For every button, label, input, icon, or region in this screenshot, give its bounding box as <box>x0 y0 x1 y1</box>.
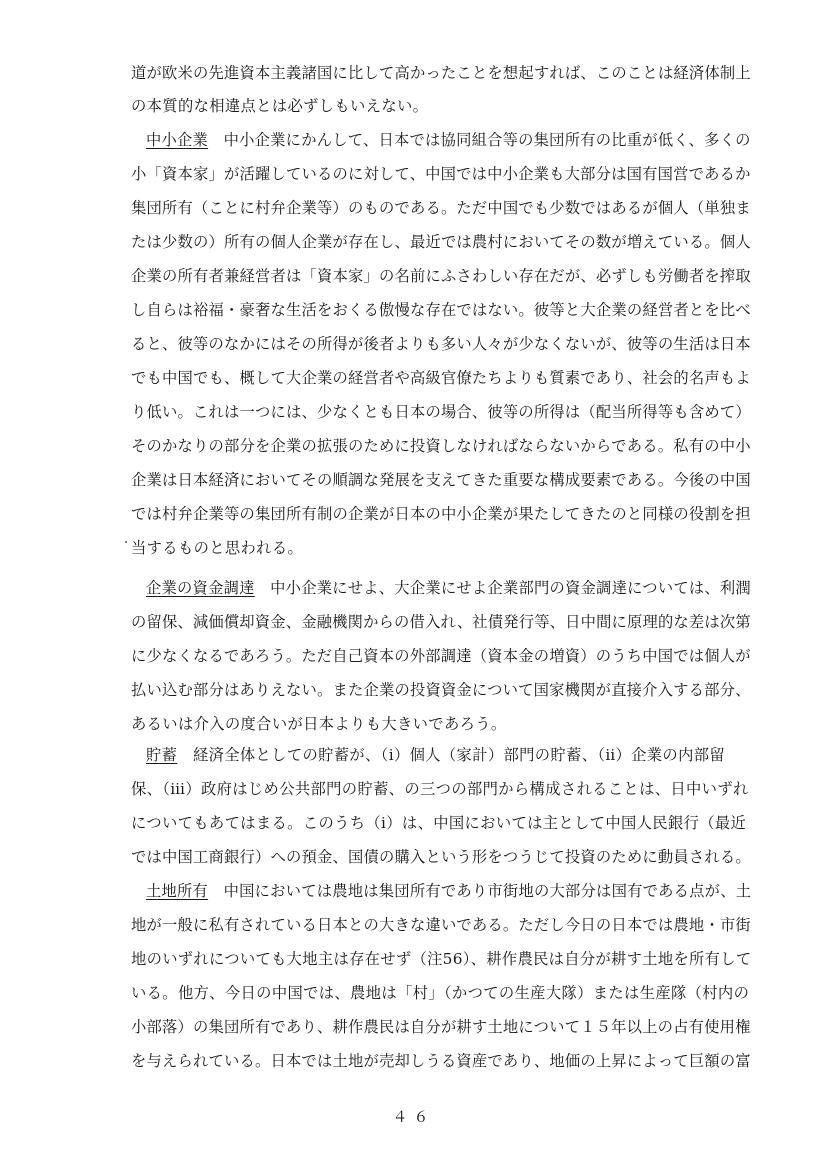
line-text: 中小企業にせよ、大企業にせよ企業部門の資金調達については、利潤 <box>254 579 751 597</box>
text-line <box>131 334 751 354</box>
text-line <box>131 63 751 83</box>
text-line <box>131 198 751 218</box>
line-text: 地のいずれについても大地主は存在せず（注56）、耕作農民は自分が耕す土地を所有して <box>131 950 751 968</box>
text-line <box>131 402 751 422</box>
line-text: 小部落）の集団所有であり、耕作農民は自分が耕す土地について１５年以上の占有使用権 <box>131 1018 751 1036</box>
text-line <box>131 470 751 490</box>
line-text: たは少数の）所有の個人企業が存在し、最近では農村においてその数が増えている。個人 <box>131 233 751 251</box>
section-heading: 中小企業 <box>146 131 209 149</box>
line-text: し自らは裕福・豪奢な生活をおくる傲慢な存在ではない。彼等と大企業の経営者とを比べ <box>131 301 751 319</box>
text-line <box>131 612 751 632</box>
line-text: についてもあてはまる。このうち（ⅰ）は、中国においては主として中国人民銀行（最近 <box>131 814 747 832</box>
line-text: り低い。これは一つには、少なくとも日本の場合、彼等の所得は（配当所得等も含めて） <box>131 403 751 421</box>
text-line <box>131 436 751 456</box>
text-line <box>131 779 751 799</box>
text-line <box>146 881 751 901</box>
line-text: 経済全体としての貯蓄が、（ⅰ）個人（家計）部門の貯蓄、（ⅱ）企業の内部留 <box>177 746 726 764</box>
text-line <box>131 538 751 558</box>
text-line <box>131 368 751 388</box>
text-line <box>131 813 751 833</box>
text-line <box>131 983 751 1003</box>
text-line <box>131 96 751 116</box>
line-text: そのかなりの部分を企業の拡張のために投資しなければならないからである。私有の中小 <box>131 437 751 455</box>
text-line <box>131 164 751 184</box>
line-text: 小「資本家」が活躍しているのに対して、中国では中小企業も大部分は国有国営であるか <box>131 165 751 183</box>
line-text: を与えられている。日本では土地が売却しうる資産であり、地価の上昇によって巨額の富 <box>131 1052 751 1070</box>
line-text: 当するものと思われる。 <box>131 539 304 557</box>
line-text: いる。他方、今日の中国では、農地は「村」（かつての生産大隊）または生産隊（村内の <box>131 984 750 1002</box>
page-number: ４６ <box>392 1108 435 1126</box>
line-text: でも中国でも、概して大企業の経営者や高級官僚たちよりも質素であり、社会的名声もよ <box>131 369 751 387</box>
line-text: 企業は日本経済においてその順調な発展を支えてきた重要な構成要素である。今後の中国 <box>131 471 751 489</box>
line-text: に少なくなるであろう。ただ自己資本の外部調達（資本金の増資）のうち中国では個人が <box>131 647 751 665</box>
text-line <box>146 578 751 598</box>
line-text: の留保、減価償却資金、金融機関からの借入れ、社債発行等、日中間に原理的な差は次第 <box>131 613 751 631</box>
line-text: 道が欧米の先進資本主義諸国に比して高かったことを想起すれば、このことは経済体制上 <box>131 64 751 82</box>
scan-speck <box>125 541 127 543</box>
line-text: 保、（ⅲ）政府はじめ公共部門の貯蓄、の三つの部門から構成されることは、日中いずれ <box>131 780 749 798</box>
text-line <box>131 504 751 524</box>
text-line <box>131 300 751 320</box>
line-text: では村弁企業等の集団所有制の企業が日本の中小企業が果たしてきたのと同様の役割を担 <box>131 505 751 523</box>
line-text: 企業の所有者兼経営者は「資本家」の名前にふさわしい存在だが、必ずしも労働者を搾取 <box>131 267 751 285</box>
text-line <box>131 847 751 867</box>
text-line <box>131 680 751 700</box>
line-text: の本質的な相違点とは必ずしもいえない。 <box>131 97 429 115</box>
text-line <box>131 1051 751 1071</box>
text-line <box>131 232 751 252</box>
line-text: ると、彼等のなかにはその所得が後者よりも多い人々が少なくないが、彼等の生活は日本 <box>131 335 751 353</box>
text-line <box>131 646 751 666</box>
line-text: 集団所有（ことに村弁企業等）のものである。ただ中国でも少数ではあるが個人（単独ま <box>131 199 751 217</box>
line-text: では中国工商銀行）への預金、国債の購入という形をつうじて投資のために動員される。 <box>131 848 751 866</box>
text-line <box>131 915 751 935</box>
line-text: あるいは介入の度合いが日本よりも大きいであろう。 <box>131 715 507 733</box>
section-heading: 土地所有 <box>146 882 209 900</box>
text-line <box>146 745 751 765</box>
text-line <box>131 266 751 286</box>
line-text: 払い込む部分はありえない。また企業の投資資金について国家機関が直接介入する部分、 <box>131 681 751 699</box>
section-heading: 企業の資金調達 <box>146 579 255 597</box>
text-line <box>146 130 751 150</box>
line-text: 地が一般に私有されている日本との大きな違いである。ただし今日の日本では農地・市街 <box>131 916 751 934</box>
text-line <box>131 949 751 969</box>
line-text: 中国においては農地は集団所有であり市街地の大部分は国有である点が、土 <box>208 882 751 900</box>
text-line <box>131 714 751 734</box>
line-text: 中小企業にかんして、日本では協同組合等の集団所有の比重が低く、多くの <box>208 131 751 149</box>
section-heading: 貯蓄 <box>146 746 178 764</box>
text-line <box>131 1017 751 1037</box>
